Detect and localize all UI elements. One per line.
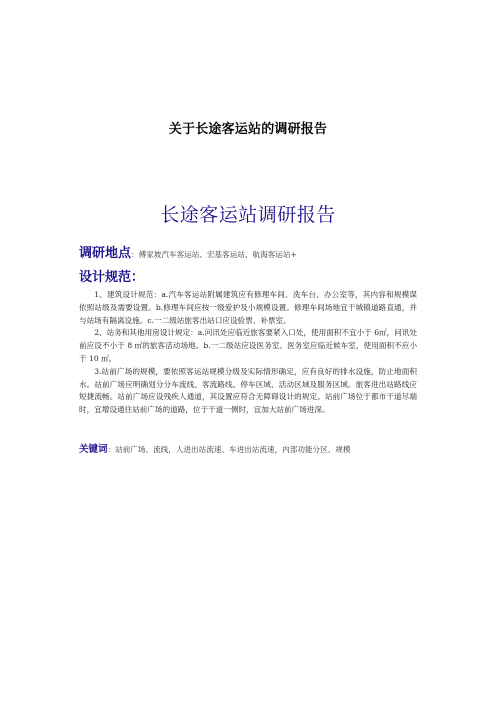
survey-location <box>79 242 439 261</box>
survey-location-heading: 调研地点 <box>79 246 132 261</box>
survey-location-value: 傅家坡汽车客运站、宏基客运站、航海客运站+ <box>138 250 297 259</box>
page-title: 关于长途客运站的调研报告 <box>168 122 328 137</box>
paragraph-station-rooms: 2、站务和其他用房设计规定：a.问讯处应临近旅客要紧入口处，使用面积不宜小于 6㎡，问讯处前应设不小于 8 ㎡的旅客活动场地。b.一二级站应设医务室。医务室应临近候车室，使用面积不应小于 10 ㎡。 <box>79 328 417 363</box>
keywords-separator: ： <box>107 445 116 454</box>
keywords <box>79 437 439 456</box>
paragraph-station-plaza: 3.站前广场的规模，要依照客运站规模分级及实际情形确定，应有良好的排水设施，防止地面积水。站前广场应明确划分分车流线、客流路线、停车区域、活动区域及服务区域。旅客进出站路线应短捷流畅。站前广场应设残疾人通道，其设置应符合无障碍设计的规定。站前广场位于都市干道尽端时，宜增设通往站前广场的道路，位于干道一侧时，宜加大站前广场进深。 <box>79 366 417 415</box>
design-spec-body <box>79 289 417 417</box>
paragraph-building-design: 1、建筑设计规范：a.汽车客运站附属建筑应有修理车间、洗车台、办公室等，其内容和规模谋依照站级及需要设置。b.修理车间应按一级爱护及小规模设置。修理车间场地宜干城镇道路直通，并与站场有隔离设施。c.一二级站旅客出站口应设验票、补票室。 <box>79 290 417 325</box>
survey-location-separator: ： <box>131 250 139 259</box>
keywords-heading: 关键词 <box>79 444 108 455</box>
document-title: 长途客运站调研报告 <box>160 204 336 226</box>
design-spec-heading: 设计规范： <box>79 270 145 285</box>
keywords-value: 站前广场、流线，人进出站流速、车进出站流速，内部功能分区、规模 <box>115 445 351 454</box>
